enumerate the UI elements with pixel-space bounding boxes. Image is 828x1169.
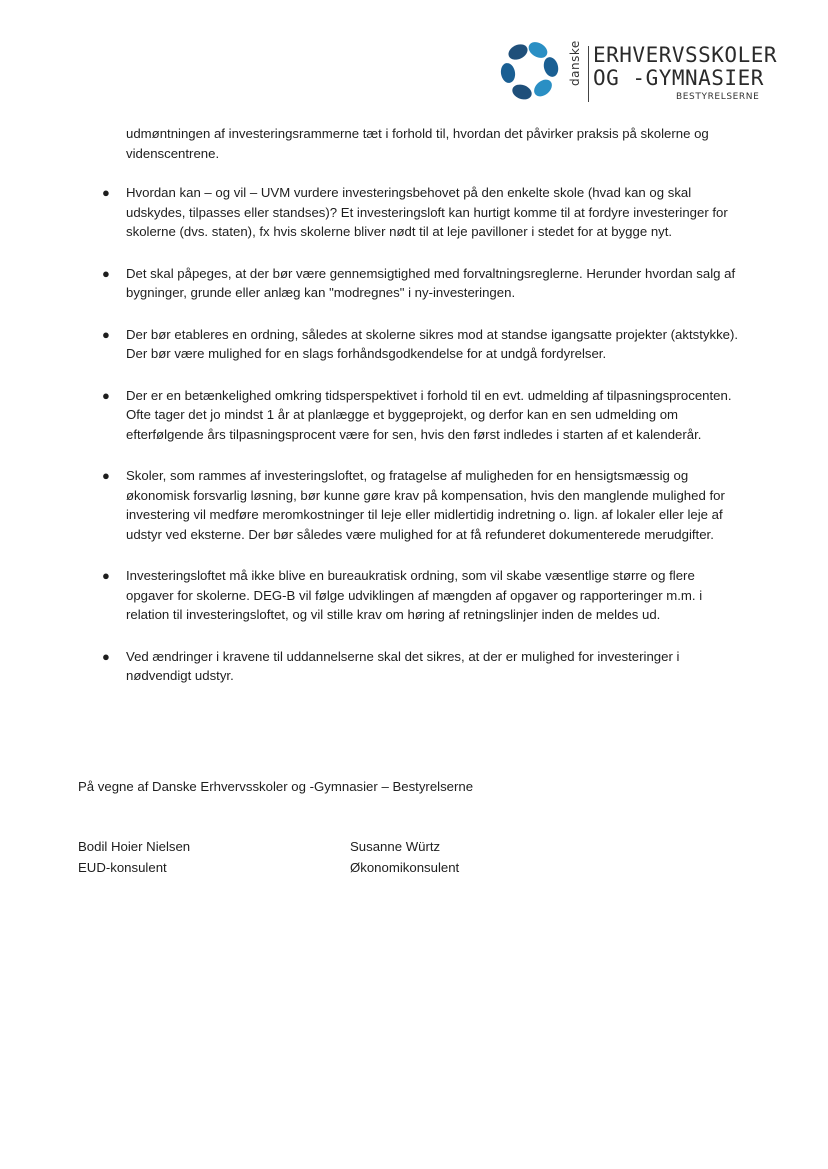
list-item	[102, 183, 746, 242]
bullet-icon: ●	[102, 468, 110, 483]
signatory-1	[78, 836, 190, 878]
list-item-text: Ved ændringer i kravene til uddannelserne skal det sikres, at der er mulighed for investeringer i nødvendigt udstyr.	[126, 648, 680, 683]
letter-body	[102, 124, 746, 708]
list-item	[102, 647, 746, 686]
list-item	[102, 264, 746, 303]
bullet-list	[102, 183, 746, 686]
list-item-text: Hvordan kan – og vil – UVM vurdere investeringsbehovet på den enkelte skole (hvad kan og skal udskydes, tilpasses eller standses)? Et investeringsloft kan hurtigt komme til at fordyre investeringer for skolerne (dvs. staten), fx hvis skolerne bliver nødt til at leje pavilloner i stedet for at bygge nyt.	[126, 185, 728, 239]
list-item	[102, 466, 746, 544]
list-item-text: Skoler, som rammes af investeringsloftet, og fratagelse af muligheden for en hensigtsmæssig og økonomisk forsvarlig løsning, bør kunne gøre krav på kompensation, hvis den manglende mulighed for investering vil medføre meromkostninger til leje eller midlertidig indretning o. lign. af lokaler eller leje af udstyr ved eksterne. Der bør således være mulighed for at få refunderet dokumenterede merudgifter.	[126, 468, 725, 542]
bullet-icon: ●	[102, 265, 110, 281]
bullet-icon: ●	[102, 326, 110, 342]
list-item-text: Det skal påpeges, at der bør være gennemsigtighed med forvaltningsreglerne. Herunder hvordan salg af bygninger, grunde eller anlæg kan "modregnes" i ny-investeringen.	[126, 265, 736, 300]
intro-paragraph: udmøntningen af investeringsrammerne tæt i forhold til, hvordan det påvirker praksis på skolerne og videnscentrene.	[126, 126, 709, 161]
logo-divider	[588, 46, 589, 102]
logo-subtitle: BESTYRELSERNE	[676, 92, 760, 102]
bullet-icon: ●	[102, 387, 110, 403]
signatory-2	[350, 836, 459, 878]
bullet-icon: ●	[102, 185, 110, 200]
bullet-icon: ●	[102, 568, 110, 583]
bullet-icon: ●	[102, 648, 110, 664]
closing-line: På vegne af Danske Erhvervsskoler og -Gymnasier – Bestyrelserne	[78, 779, 474, 794]
logo-danske-text: danske	[568, 40, 582, 86]
list-item-text: Der er en betænkelighed omkring tidsperspektivet i forhold til en evt. udmelding af tilpasningsprocenten. Ofte tager det jo mindst 1 år at planlægge et byggeprojekt, og derfor kan en sen udmelding om efterfølgende års tilpasningsprocent være for sen, hvis den først indledes i starten af et kalenderår.	[126, 387, 732, 442]
list-item	[102, 566, 746, 625]
signatory-title: EUD-konsulent	[78, 860, 167, 875]
list-item	[102, 386, 746, 445]
list-item-text: Der bør etableres en ordning, således at skolerne sikres mod at standse igangsatte projekter (aktstykke). Der bør være mulighed for en slags forhåndsgodkendelse for at undgå fordyrelser.	[126, 326, 739, 361]
list-item-text: Investeringsloftet må ikke blive en bureaukratisk ordning, som vil skabe væsentlige større og flere opgaver for skolerne. DEG-B vil følge udviklingen af mængden af opgaver og rapporteringer m.m. i relation til investeringsloftet, og vil stille krav om høring af retningslinjer inden de meldes ud.	[126, 568, 703, 622]
signatory-title: Økonomikonsulent	[350, 860, 460, 875]
list-item	[102, 325, 746, 364]
logo-mark-icon	[497, 38, 563, 104]
logo-line-2: OG -GYMNASIER	[593, 66, 764, 90]
signatory-name: Susanne Würtz	[350, 839, 441, 854]
signatory-name: Bodil Hoier Nielsen	[78, 839, 191, 854]
logo-line-1: ERHVERVSSKOLER	[593, 43, 778, 67]
